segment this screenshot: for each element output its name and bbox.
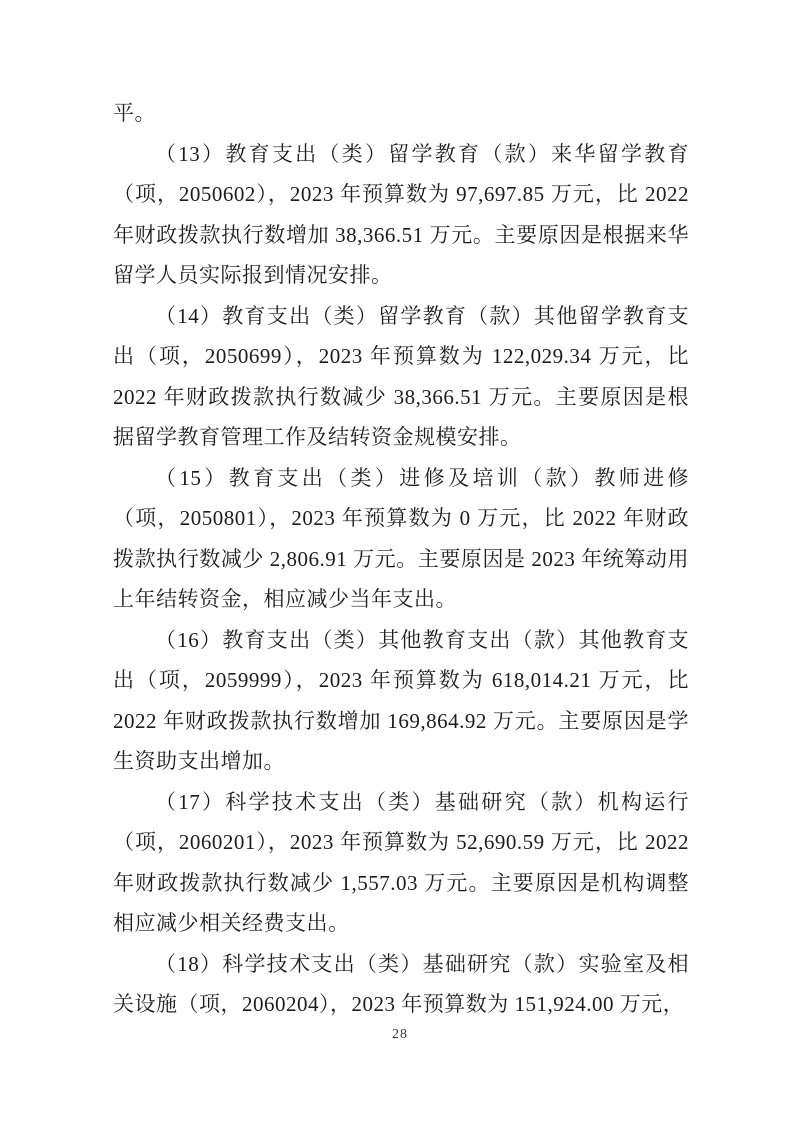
paragraph-item-16: （16）教育支出（类）其他教育支出（款）其他教育支出（项，2059999），2023 年预算数为 618,014.21 万元，比 2022 年财政拨款执行数增加 169,864.92 万元。主要原因是学生资助支出增加。 (113, 627, 689, 773)
paragraph-item-17: （17）科学技术支出（类）基础研究（款）机构运行（项，2060201），2023 年预算数为 52,690.59 万元，比 2022 年财政拨款执行数减少 1,557.03 万元。主要原因是机构调整相应减少相关经费支出。 (113, 789, 689, 935)
document-body (113, 93, 689, 1025)
paragraph-item-14: （14）教育支出（类）留学教育（款）其他留学教育支出（项，2050699），2023 年预算数为 122,029.34 万元，比 2022 年财政拨款执行数减少 38,366.51 万元。主要原因是根据留学教育管理工作及结转资金规模安排。 (113, 303, 689, 449)
paragraph-item-15: （15）教育支出（类）进修及培训（款）教师进修（项，2050801），2023 年预算数为 0 万元，比 2022 年财政拨款执行数减少 2,806.91 万元。主要原因是 2023 年统筹动用上年结转资金，相应减少当年支出。 (113, 465, 689, 611)
page-number: 28 (392, 1027, 408, 1042)
paragraph-continuation: 平。 (113, 101, 156, 125)
paragraph-item-13: （13）教育支出（类）留学教育（款）来华留学教育（项，2050602），2023 年预算数为 97,697.85 万元，比 2022 年财政拨款执行数增加 38,366.51 万元。主要原因是根据来华留学人员实际报到情况安排。 (113, 141, 689, 287)
paragraph-item-18: （18）科学技术支出（类）基础研究（款）实验室及相关设施（项，2060204），2023 年预算数为 151,924.00 万元， (113, 951, 689, 1016)
